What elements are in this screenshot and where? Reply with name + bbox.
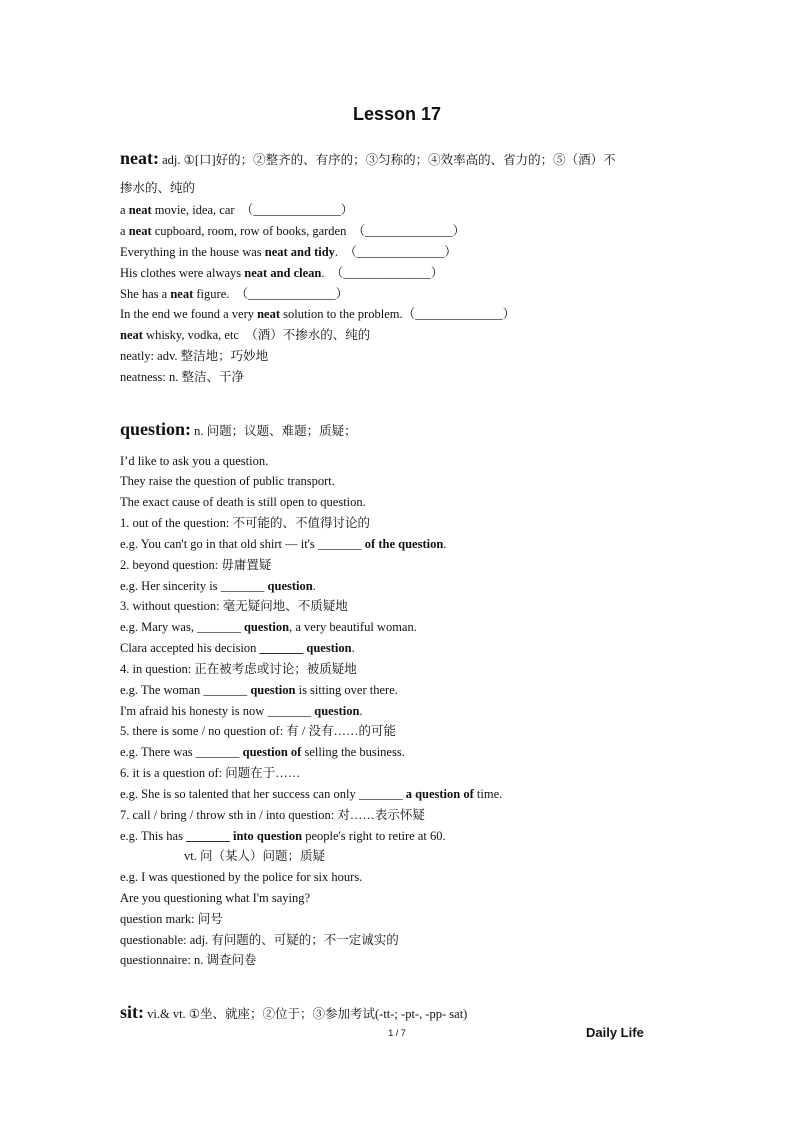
example-line: Are you questioning what I'm saying? [120,891,311,905]
phrase-line: 7. call / bring / throw sth in / into question: 对……表示怀疑 [120,808,425,822]
entry-question-heading [120,421,357,439]
derivative-line: questionnaire: n. 调查问卷 [120,953,257,967]
example-line: e.g. Her sincerity is _______ question. [120,579,316,593]
example-line: Everything in the house was neat and tidy. （______________） [120,245,457,259]
example-line: In the end we found a very neat solution to the problem.（______________） [120,307,516,321]
derivative-line: neatness: n. 整洁、干净 [120,370,244,384]
phrase-line: 1. out of the question: 不可能的、不值得讨论的 [120,516,370,530]
entry-neat-heading [120,150,616,168]
example-line: e.g. I was questioned by the police for six hours. [120,870,363,884]
definition: vi.& vt. ①坐、就座；②位于；③参加考试(-tt-; -pt-, -pp- sat) [144,1007,468,1021]
headword-neat: neat: [120,148,159,168]
derivative-line: neatly: adv. 整洁地；巧妙地 [120,349,269,363]
derivative-line: question mark: 问号 [120,912,223,926]
example-line: She has a neat figure. （______________） [120,287,349,301]
example-line: a neat movie, idea, car （______________） [120,203,354,217]
entry-sit-heading [120,1004,467,1022]
example-line: The exact cause of death is still open to question. [120,495,366,509]
example-line: His clothes were always neat and clean. （______________） [120,266,444,280]
verb-definition: vt. 问（某人）问题；质疑 [184,849,325,863]
headword-question: question: [120,419,192,439]
headword-sit: sit: [120,1002,144,1022]
example-line: I'm afraid his honesty is now _______ question. [120,704,363,718]
example-line: e.g. This has _______ into question people's right to retire at 60. [120,829,446,843]
example-line: e.g. Mary was, _______ question, a very beautiful woman. [120,620,417,634]
example-line: e.g. There was _______ question of selling the business. [120,745,405,759]
definition: adj. ①[口]好的；②整齐的、有序的；③匀称的；④效率高的、省力的；⑤（酒）不 [159,153,616,167]
example-line: e.g. The woman _______ question is sitting over there. [120,683,398,697]
derivative-line: questionable: adj. 有问题的、可疑的；不一定诚实的 [120,933,399,947]
example-line: e.g. You can't go in that old shirt — it's _______ of the question. [120,537,447,551]
example-line: They raise the question of public transport. [120,474,335,488]
example-line: I’d like to ask you a question. [120,454,269,468]
page-number: 1 / 7 [388,1028,406,1038]
page-title: Lesson 17 [352,104,442,124]
phrase-line: 4. in question: 正在被考虑或讨论；被质疑地 [120,662,357,676]
example-line: e.g. She is so talented that her success can only _______ a question of time. [120,787,503,801]
phrase-line: 3. without question: 毫无疑问地、不质疑地 [120,599,348,613]
phrase-line: 5. there is some / no question of: 有 / 没有……的可能 [120,724,397,738]
phrase-line: 2. beyond question: 毋庸置疑 [120,558,272,572]
example-line: neat whisky, vodka, etc （酒）不掺水的、纯的 [120,328,371,342]
example-line: a neat cupboard, room, row of books, garden （______________） [120,224,466,238]
definition-continued: 掺水的、纯的 [120,181,196,195]
phrase-line: 6. it is a question of: 问题在于…… [120,766,301,780]
example-line: Clara accepted his decision _______ question. [120,641,355,655]
footer-label: Daily Life [586,1025,644,1040]
definition: n. 问题；议题、难题；质疑； [191,424,357,438]
